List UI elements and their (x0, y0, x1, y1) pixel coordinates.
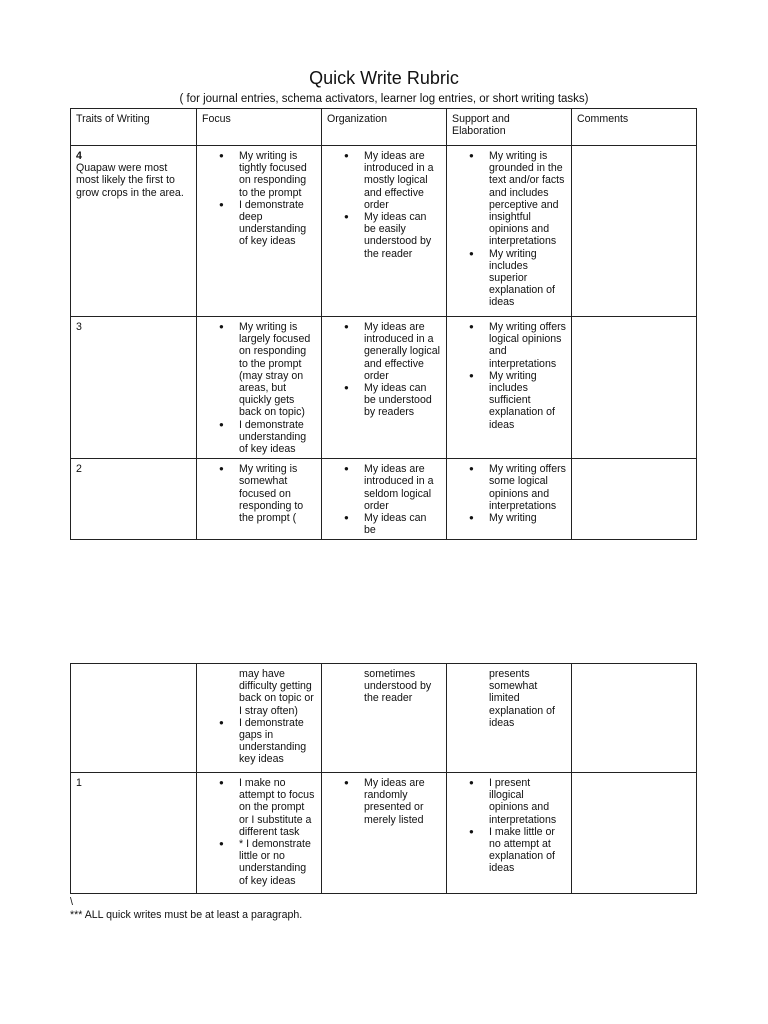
list-item: ● My writing offers some logical opinions and interpretations (489, 463, 566, 512)
list-item: ● My ideas can be understood by readers (364, 382, 441, 419)
comments-cell (572, 664, 697, 773)
organization-cell (322, 773, 447, 894)
list-item: ● My ideas are randomly presented or merely listed (364, 777, 441, 826)
comments-cell (572, 146, 697, 317)
header-support: Support and Elaboration (447, 109, 572, 146)
list-item: ● My writing includes superior explanation of ideas (489, 248, 566, 309)
organization-cell (322, 459, 447, 540)
list-item: ● I make no attempt to focus on the prompt or I substitute a different task (239, 777, 316, 838)
table-row-score-2 (71, 459, 697, 540)
list-item: ● My writing is grounded in the text and/or facts and includes perceptive and insightful opinions and interpretations (489, 150, 566, 248)
list-item: ● I demonstrate deep understanding of key ideas (239, 199, 316, 248)
support-cell (447, 146, 572, 317)
trait-cell (71, 459, 197, 540)
list-item: ● My writing is tightly focused on responding to the prompt (239, 150, 316, 199)
focus-cell (197, 146, 322, 317)
comments-cell (572, 459, 697, 540)
list-item: ● My ideas can be easily understood by the reader (364, 211, 441, 260)
support-cell (447, 664, 572, 773)
list-item: ● I demonstrate gaps in understanding key ideas (239, 717, 316, 766)
list-item: ● My writing includes sufficient explanation of ideas (489, 370, 566, 431)
organization-cell (322, 317, 447, 459)
trait-cell (71, 773, 197, 894)
organization-cell (322, 664, 447, 773)
footnote: *** ALL quick writes must be at least a paragraph. (70, 909, 303, 921)
support-cell (447, 773, 572, 894)
table-row-score-1 (71, 773, 697, 894)
organization-cell (322, 146, 447, 317)
list-item: ● My writing is somewhat focused on responding to the prompt ( (239, 463, 316, 524)
list-item: ● My writing offers logical opinions and interpretations (489, 321, 566, 370)
focus-cell (197, 773, 322, 894)
continued-text: may have difficulty getting back on topic or I stray often) (239, 668, 314, 717)
comments-cell (572, 773, 697, 894)
header-organization: Organization (322, 109, 447, 146)
stray-backslash: \ (70, 896, 73, 908)
score-label: 1 (76, 777, 82, 789)
table-row-score-2-continued (71, 664, 697, 773)
list-item: ● I make little or no attempt at explanation of ideas (489, 826, 566, 875)
list-item: ● I demonstrate understanding of key ideas (239, 419, 316, 456)
header-focus: Focus (197, 109, 322, 146)
support-cell (447, 459, 572, 540)
trait-cell (71, 317, 197, 459)
list-item: ● My writing is largely focused on responding to the prompt (may stray on areas, but quickly gets back on topic) (239, 321, 316, 419)
trait-cell (71, 146, 197, 317)
focus-cell (197, 459, 322, 540)
header-comments: Comments (572, 109, 697, 146)
rubric-table-continued (70, 663, 697, 894)
score-label: 2 (76, 463, 82, 476)
rubric-table (70, 108, 697, 540)
list-item: ● I present illogical opinions and interpretations (489, 777, 566, 826)
comments-cell (572, 317, 697, 459)
list-item: ● My ideas are introduced in a generally logical and effective order (364, 321, 441, 382)
header-row (71, 109, 697, 146)
list-item: ● My ideas are introduced in a mostly logical and effective order (364, 150, 441, 211)
page-subtitle: ( for journal entries, schema activators, learner log entries, or short writing tasks) (179, 93, 589, 105)
list-item: ● My ideas are introduced in a seldom logical order (364, 463, 441, 512)
table-row-score-4 (71, 146, 697, 317)
list-item: ● My ideas can be (364, 512, 441, 536)
score-label: 4 (76, 150, 82, 162)
focus-cell (197, 664, 322, 773)
header-traits: Traits of Writing (71, 109, 197, 146)
list-item: ● * I demonstrate little or no understanding of key ideas (239, 838, 316, 887)
continued-text: presents somewhat limited explanation of ideas (489, 668, 555, 729)
page-title: Quick Write Rubric (309, 68, 459, 88)
focus-cell (197, 317, 322, 459)
trait-note: Quapaw were most most likely the first to grow crops in the area. (76, 162, 184, 199)
table-row-score-3 (71, 317, 697, 459)
trait-cell (71, 664, 197, 773)
score-label: 3 (76, 321, 82, 333)
list-item: ● My writing (489, 512, 566, 524)
continued-text: sometimes understood by the reader (364, 668, 432, 705)
support-cell (447, 317, 572, 459)
